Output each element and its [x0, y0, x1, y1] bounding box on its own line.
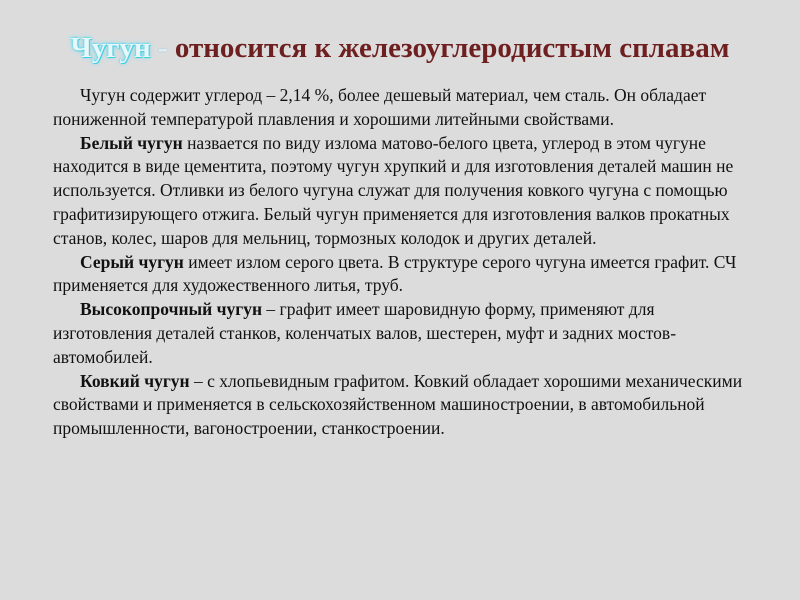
- slide-title: [0, 28, 800, 68]
- paragraph-gray-cast-iron: [53, 251, 753, 299]
- title-dash: -: [150, 32, 175, 64]
- term-gray-cast-iron: Серый чугун: [80, 251, 184, 272]
- paragraph-white-cast-iron-text: назвается по виду излома матово-белого цвета, углерод в этом чугуне находится в виде цементита, поэтому чугун хрупкий и для изготовления деталей машин не используется. Отливки из белого чугуна служат для получения ковкого чугуна с помощью графитизирующего отжига. Белый чугун применяется для изготовления валков прокатных станов, колес, шаров для мельниц, тормозных колодок и других деталей.: [53, 132, 734, 248]
- paragraph-gray-cast-iron-text: имеет излом серого цвета. В структуре серого чугуна имеется графит. СЧ применяется для художественного литья, труб.: [53, 251, 737, 296]
- paragraph-ductile-cast-iron-text: – графит имеет шаровидную форму, применяют для изготовления деталей станков, коленчатых валов, шестерен, муфт и задних мостов-автомобилей.: [53, 299, 677, 367]
- term-white-cast-iron: Белый чугун: [80, 132, 183, 153]
- paragraph-ductile-cast-iron: [53, 298, 753, 369]
- title-keyword: Чугун: [70, 32, 151, 64]
- term-malleable-cast-iron: Ковкий чугун: [80, 370, 190, 391]
- paragraph-intro: [53, 84, 753, 132]
- paragraph-malleable-cast-iron: [53, 370, 753, 441]
- slide-body: [53, 84, 753, 441]
- paragraph-intro-text: Чугун содержит углерод – 2,14 %, более дешевый материал, чем сталь. Он обладает пониженной температурой плавления и хорошими литейными свойствами.: [53, 85, 707, 129]
- paragraph-white-cast-iron: [53, 132, 753, 251]
- paragraph-malleable-cast-iron-text: – с хлопьевидным графитом. Ковкий обладает хорошими механическими свойствами и применяется в сельскохозяйственном машиностроении, в автомобильной промышленности, вагоностроении, станкостроении.: [53, 370, 743, 439]
- title-text: относится к железоуглеродистым сплавам: [174, 32, 730, 64]
- term-ductile-cast-iron: Высокопрочный чугун: [80, 299, 263, 320]
